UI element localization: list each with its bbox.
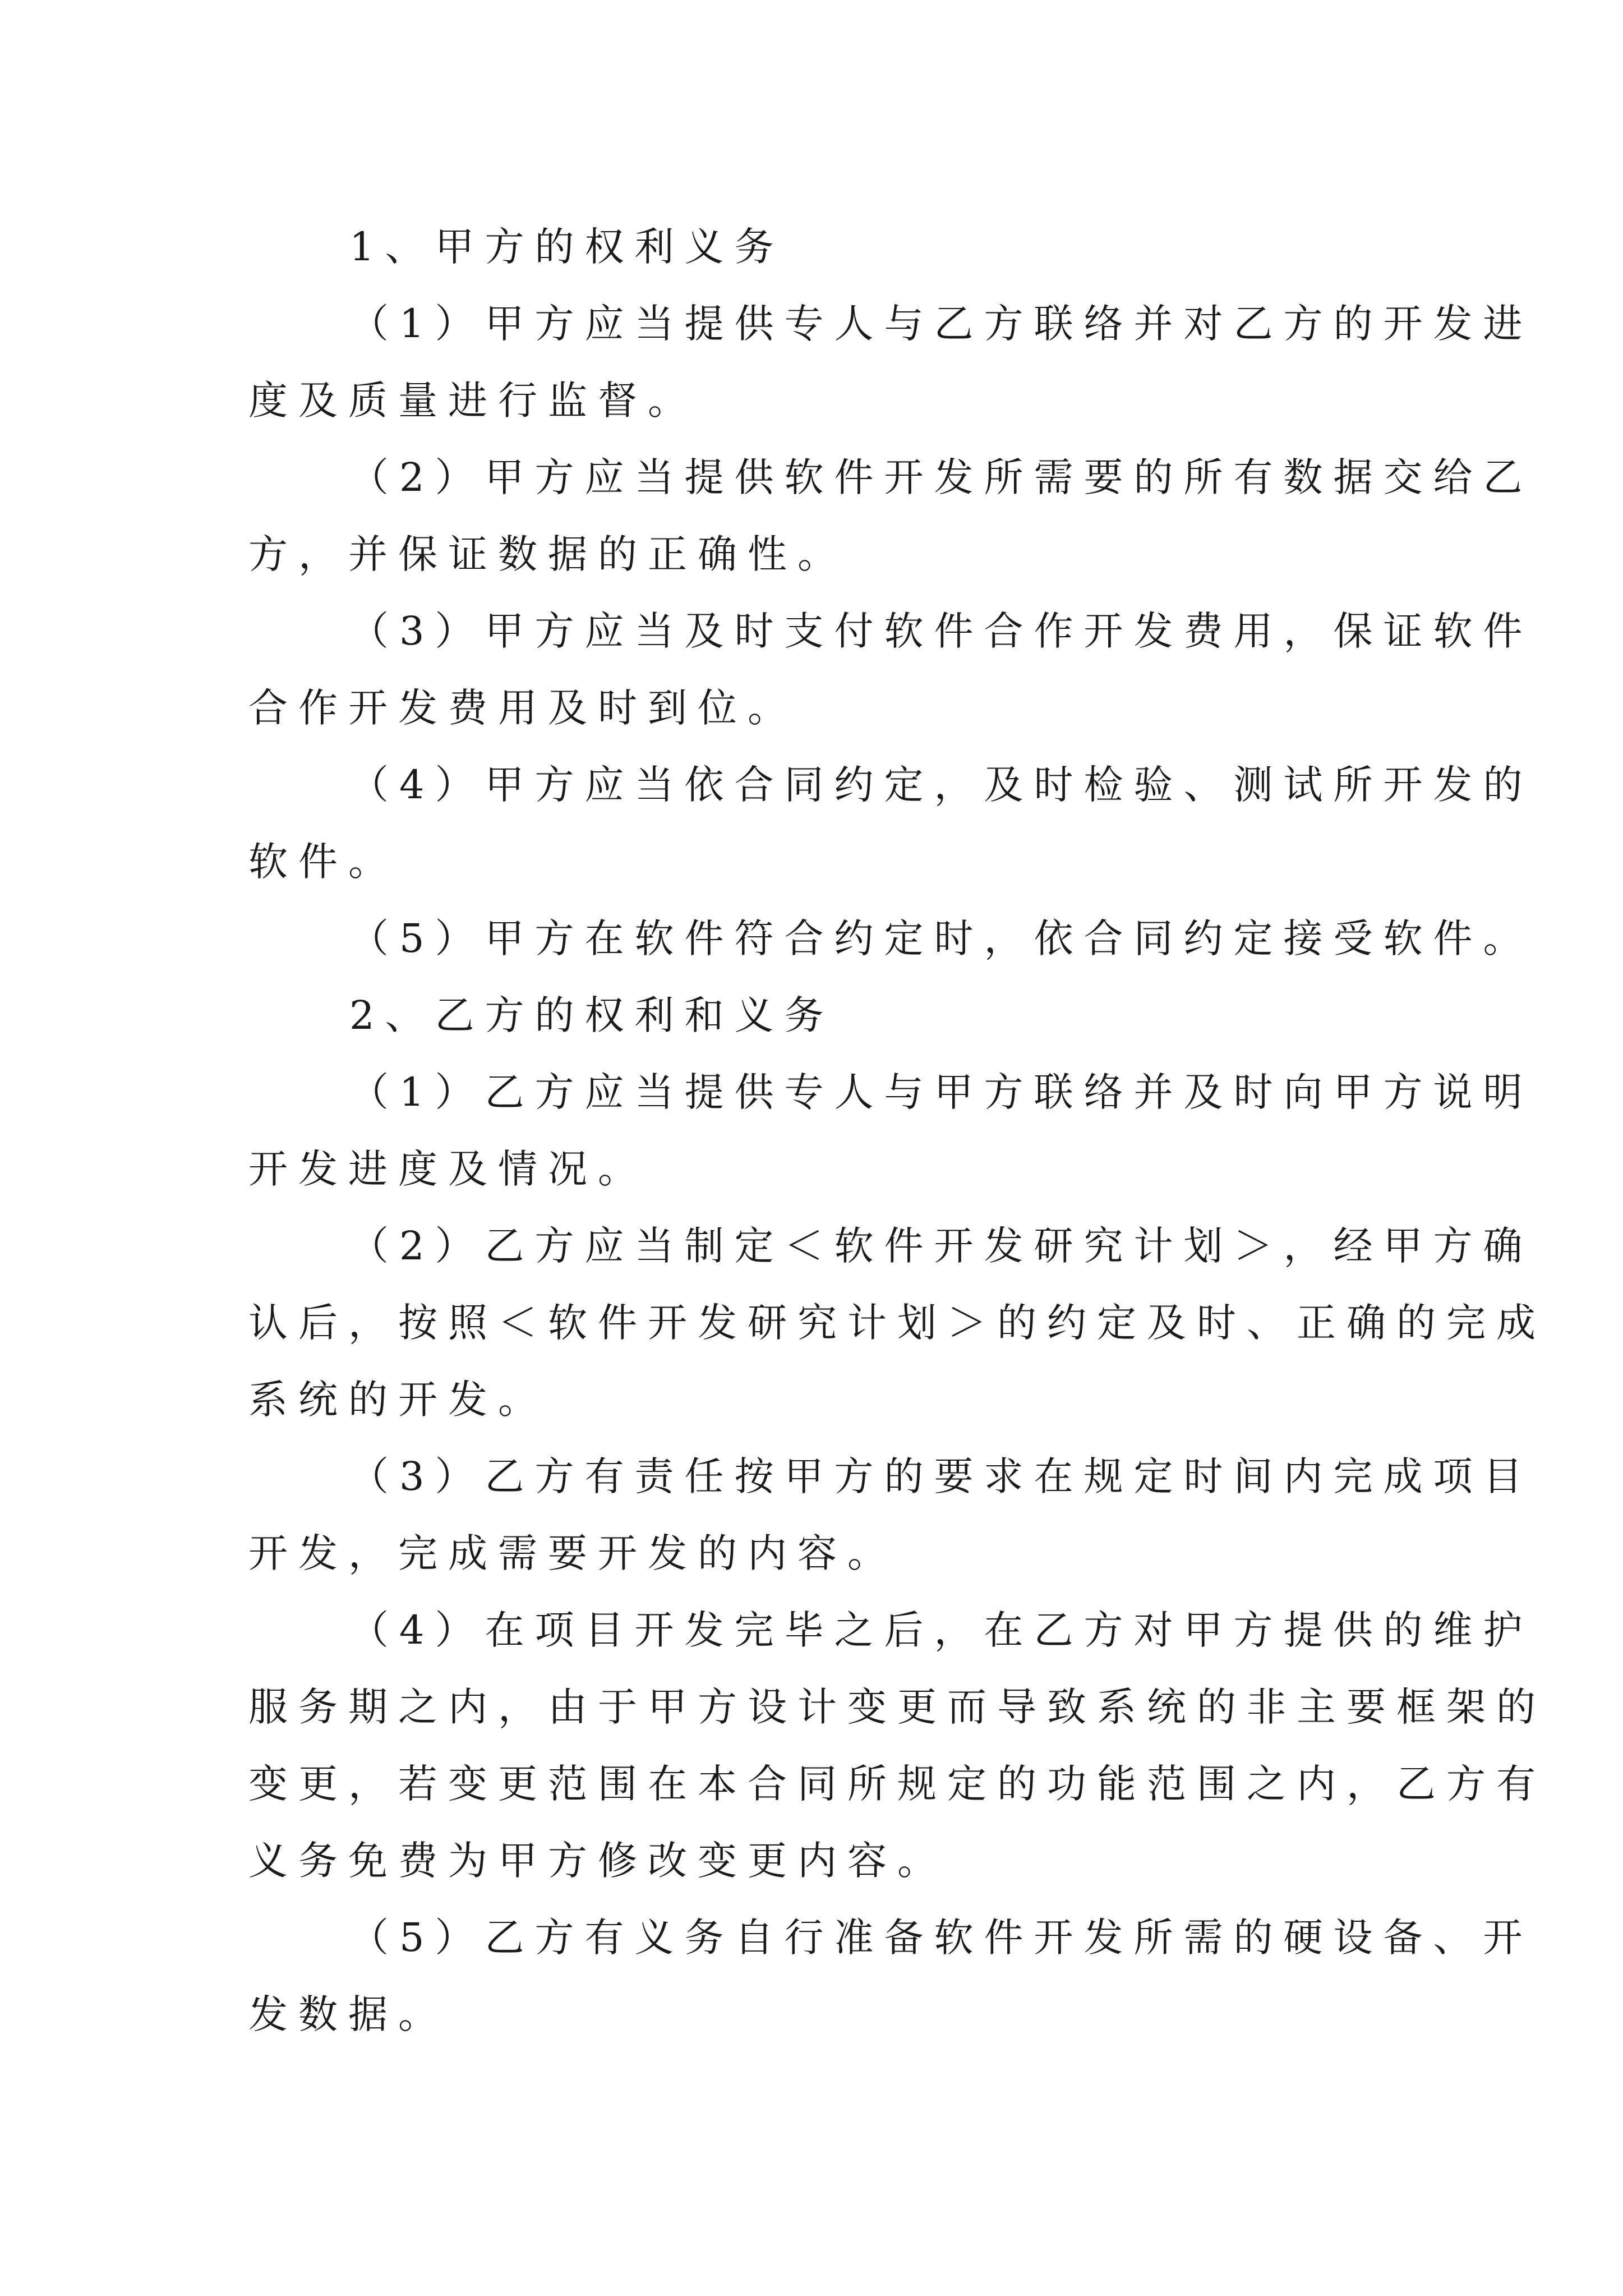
paragraph-line: 义务免费为甲方修改变更内容。 (248, 1838, 947, 1884)
paragraph-line: 度及质量进行监督。 (248, 378, 698, 424)
paragraph-line: 开发，完成需要开发的内容。 (248, 1530, 897, 1576)
paragraph-line: 合作开发费用及时到位。 (248, 685, 797, 731)
section-heading-party-b: 2、乙方的权利和义务 (349, 992, 834, 1038)
paragraph-line: （5）乙方有义务自行准备软件开发所需的硬设备、开 (349, 1915, 1533, 1961)
paragraph-line: 方，并保证数据的正确性。 (248, 531, 847, 577)
paragraph-line: （3）甲方应当及时支付软件合作开发费用，保证软件 (349, 608, 1533, 654)
section-heading-party-a: 1、甲方的权利义务 (349, 224, 785, 270)
paragraph-line: 发数据。 (248, 1991, 448, 2037)
paragraph-line: （2）甲方应当提供软件开发所需要的所有数据交给乙 (349, 454, 1533, 500)
paragraph-line: （1）乙方应当提供专人与甲方联络并及时向甲方说明 (349, 1069, 1533, 1115)
document-body (248, 209, 1546, 2053)
paragraph-line: （4）在项目开发完毕之后，在乙方对甲方提供的维护 (349, 1607, 1533, 1653)
paragraph-line: 系统的开发。 (248, 1377, 548, 1423)
paragraph-line: 服务期之内，由于甲方设计变更而导致系统的非主要框架的 (248, 1684, 1546, 1730)
paragraph-line: 开发进度及情况。 (248, 1146, 648, 1192)
paragraph-line: （2）乙方应当制定＜软件开发研究计划＞，经甲方确 (349, 1223, 1533, 1269)
paragraph-line: （3）乙方有责任按甲方的要求在规定时间内完成项目 (349, 1453, 1533, 1499)
paragraph-line: 变更，若变更范围在本合同所规定的功能范围之内，乙方有 (248, 1761, 1546, 1807)
paragraph-line: 认后，按照＜软件开发研究计划＞的约定及时、正确的完成 (248, 1300, 1546, 1346)
paragraph-line: 软件。 (248, 839, 398, 885)
paragraph-line: （5）甲方在软件符合约定时，依合同约定接受软件。 (349, 915, 1533, 961)
paragraph-line: （1）甲方应当提供专人与乙方联络并对乙方的开发进 (349, 301, 1533, 347)
paragraph-line: （4）甲方应当依合同约定，及时检验、测试所开发的 (349, 762, 1533, 808)
